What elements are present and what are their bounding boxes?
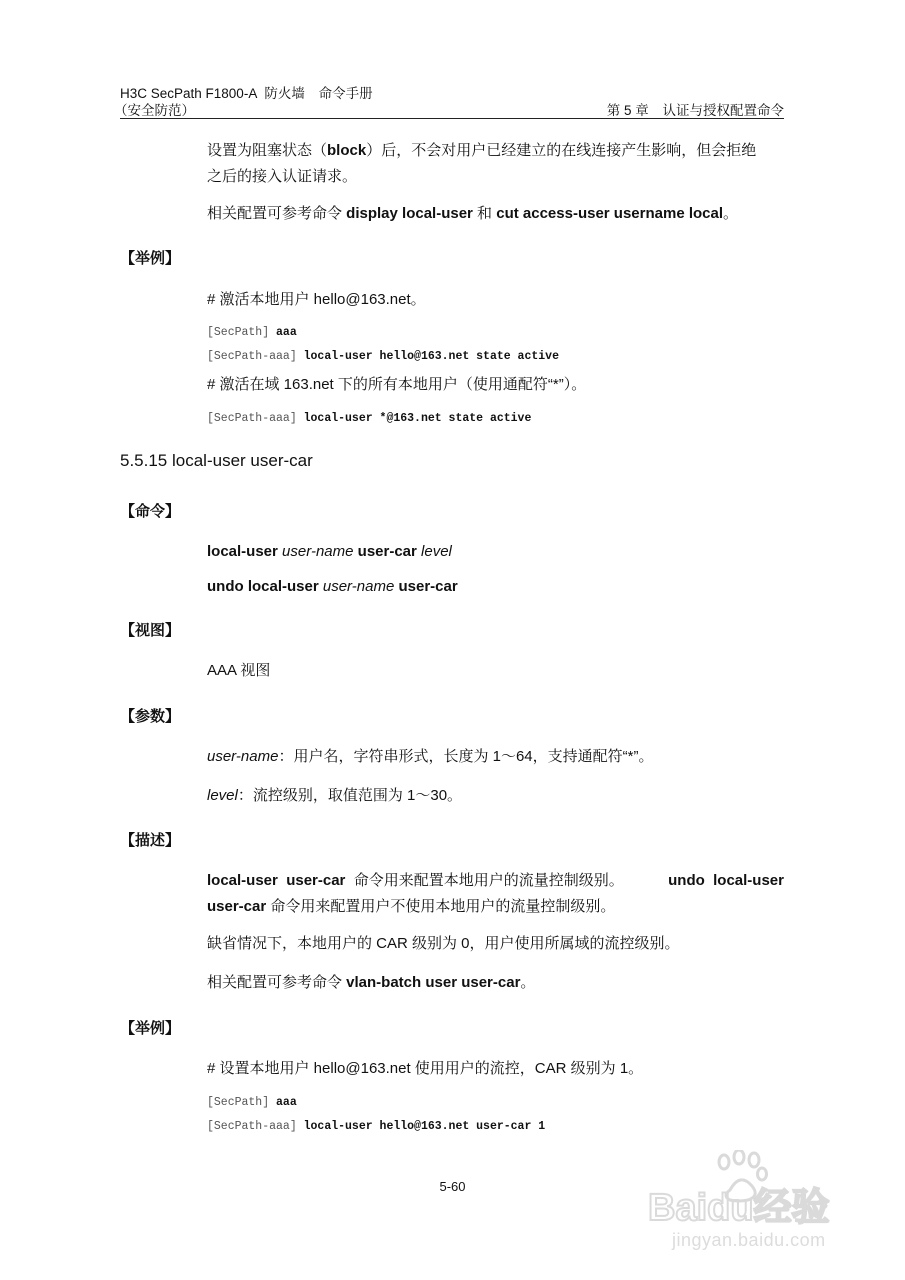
code-prompt: [SecPath]: [207, 1096, 270, 1109]
code-prompt: [SecPath-aaa]: [207, 412, 297, 425]
syntax-argument: level: [421, 543, 452, 560]
code-command: local-user *@163.net state active: [303, 412, 532, 425]
code-line: [207, 326, 297, 339]
desc-text: 命令用来配置用户不使用本地用户的流量控制级别。: [266, 898, 616, 915]
param-item: [207, 788, 462, 803]
watermark-logo: [646, 1150, 846, 1260]
code-command: aaa: [276, 1096, 297, 1109]
example-comment: # 设置本地用户 hello@163.net 使用用户的流控，CAR 级别为 1。: [207, 1060, 644, 1077]
param-text: ：流控级别，取值范围为 1～30。: [237, 787, 463, 804]
related-text: 相关配置可参考命令: [207, 205, 347, 222]
related-text: 。: [520, 974, 536, 991]
header-right: [607, 103, 784, 119]
code-prompt: [SecPath-aaa]: [207, 350, 297, 363]
related-command: cut access-user username local: [496, 205, 724, 222]
command-heading: 【命令】: [120, 503, 181, 520]
syntax-argument: user-name: [322, 578, 395, 595]
param-name: user-name: [207, 748, 279, 765]
undo-command-syntax: [207, 579, 458, 594]
param-item: [207, 749, 653, 764]
related-text: 和: [472, 205, 497, 222]
top-desc-text: 设置为阻塞状态（: [207, 142, 328, 159]
top-desc-text: ）后，不会对用户已经建立的在线连接产生影响，但会拒绝: [366, 142, 757, 159]
header-volume: （安全防范）: [114, 103, 195, 118]
code-command: local-user hello@163.net user-car 1: [303, 1120, 546, 1133]
watermark-url: jingyan.baidu.com: [672, 1230, 826, 1250]
command-syntax: [207, 544, 452, 559]
syntax-keyword: user-car: [398, 578, 458, 595]
header-product: H3C SecPath F1800-A: [120, 86, 257, 101]
example-comment: # 激活本地用户 hello@163.net。: [207, 291, 426, 308]
view-text: AAA 视图: [207, 662, 271, 679]
param-text: ：用户名，字符串形式，长度为 1～64，支持通配符“*”。: [278, 748, 654, 765]
header-chapter-number: 第 5 章: [606, 103, 649, 118]
top-desc-text: 之后的接入认证请求。: [207, 168, 358, 185]
example-comment: # 激活在域 163.net 下的所有本地用户（使用通配符“*”）。: [207, 376, 587, 393]
top-desc-keyword: block: [327, 142, 367, 159]
related-text: 相关配置可参考命令: [207, 974, 347, 991]
params-heading: 【参数】: [120, 708, 181, 725]
code-prompt: [SecPath-aaa]: [207, 1120, 297, 1133]
header-chapter-title: 认证与授权配置命令: [662, 103, 784, 118]
header-product-type: 防火墙: [264, 86, 305, 101]
top-description: [207, 138, 784, 190]
description-related: [207, 975, 535, 990]
code-line: [207, 350, 559, 363]
syntax-keyword: user-car: [357, 543, 417, 560]
param-name: level: [207, 787, 238, 804]
code-prompt: [SecPath]: [207, 326, 270, 339]
description-heading: 【描述】: [120, 832, 181, 849]
code-line: [207, 1120, 545, 1133]
code-command: local-user hello@163.net state active: [303, 350, 559, 363]
example-heading: 【举例】: [120, 1020, 181, 1037]
code-line: [207, 1096, 297, 1109]
example-heading: 【举例】: [120, 250, 181, 267]
code-line: [207, 412, 531, 425]
header-rule: [120, 118, 784, 119]
watermark-brand: Baidu经验: [648, 1187, 830, 1229]
related-text: 。: [723, 205, 739, 222]
top-related: [207, 206, 738, 221]
view-heading: 【视图】: [120, 622, 181, 639]
syntax-keyword: local-user: [207, 543, 278, 560]
desc-command: undo local-user: [668, 872, 784, 889]
header-manual: 命令手册: [318, 86, 373, 101]
desc-command: local-user user-car: [207, 872, 346, 889]
section-title: 5.5.15 local-user user-car: [120, 451, 313, 470]
page-number: 5-60: [439, 1179, 466, 1194]
desc-text: 命令用来配置本地用户的流量控制级别。: [345, 872, 624, 889]
syntax-argument: user-name: [282, 543, 354, 560]
related-command: vlan-batch user user-car: [346, 974, 521, 991]
description-default: 缺省情况下，本地用户的 CAR 级别为 0，用户使用所属域的流控级别。: [207, 935, 680, 952]
code-command: aaa: [276, 326, 297, 339]
header-left: [120, 86, 373, 102]
desc-command: user-car: [207, 898, 267, 915]
description-paragraph: [207, 868, 784, 920]
related-command: display local-user: [346, 205, 473, 222]
syntax-keyword: undo local-user: [207, 578, 319, 595]
